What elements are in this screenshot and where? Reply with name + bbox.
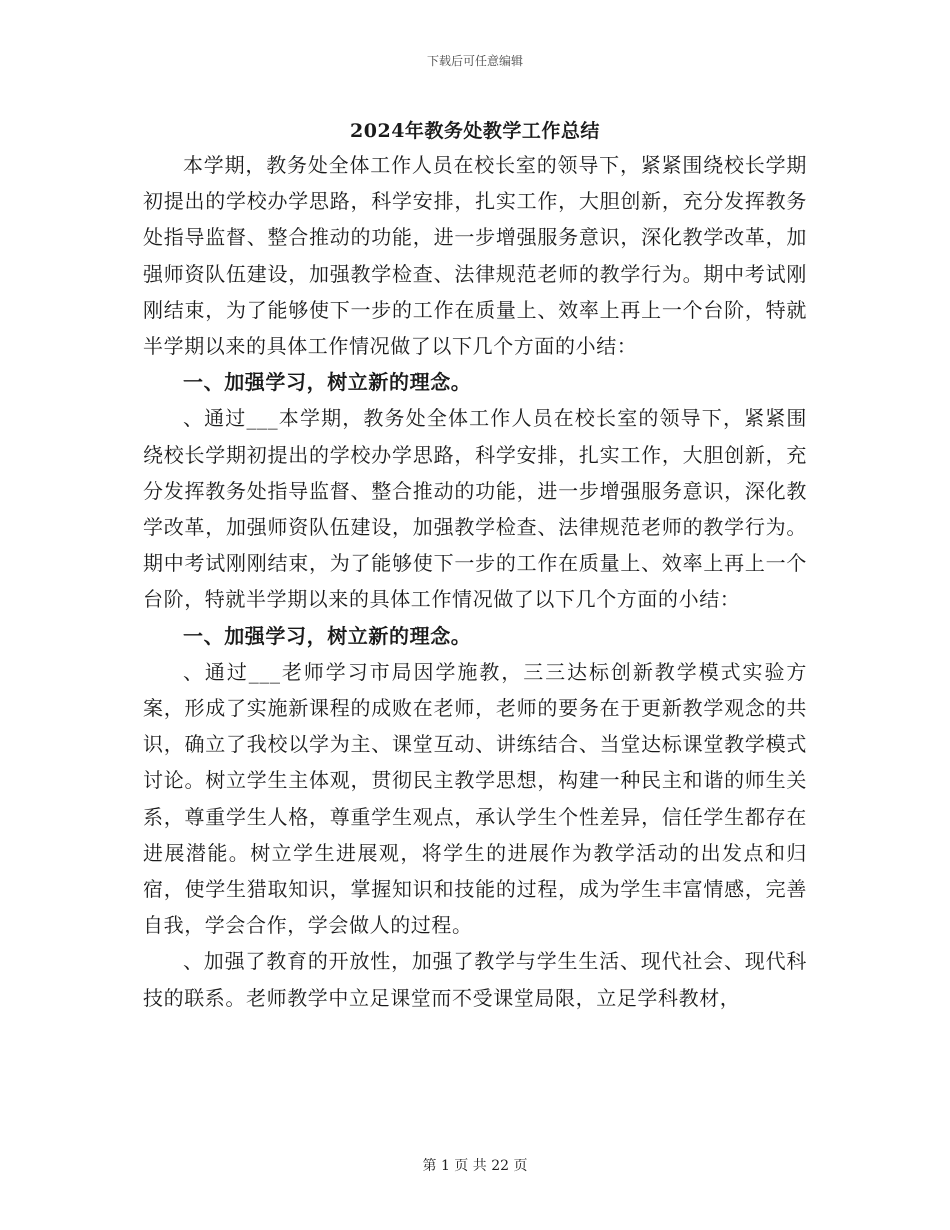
paragraph: 、加强了教育的开放性，加强了教学与学生生活、现代社会、现代科技的联系。老师教学中立足课堂而不受课堂局限，立足学科教材，	[143, 949, 807, 1010]
section-heading: 一、加强学习，树立新的理念。	[183, 370, 472, 395]
paragraph: 、通过___老师学习市局因学施教，三三达标创新教学模式实验方案，形成了实施新课程的成败在老师，老师的要务在于更新教学观念的共识，确立了我校以学为主、课堂互动、讲练结合、当堂达标课堂教学模式讨论。树立学生主体观，贯彻民主教学思想，构建一种民主和谐的师生关系，尊重学生人格，尊重学生观点，承认学生个性差异，信任学生都存在进展潜能。树立学生进展观，将学生的进展作为教学活动的出发点和归宿，使学生猎取知识，掌握知识和技能的过程，成为学生丰富情感，完善自我，学会合作，学会做人的过程。	[143, 659, 807, 938]
document-title: 2024年教务处教学工作总结	[350, 120, 600, 142]
section-heading: 一、加强学习，树立新的理念。	[183, 623, 472, 648]
paragraph-intro: 本学期，教务处全体工作人员在校长室的领导下，紧紧围绕校长学期初提出的学校办学思路，科学安排，扎实工作，大胆创新，充分发挥教务处指导监督、整合推动的功能，进一步增强服务意识，深化教学改革，加强师资队伍建设，加强教学检查、法律规范老师的教学行为。期中考试刚刚结束，为了能够使下一步的工作在质量上、效率上再上一个台阶，特就半学期以来的具体工作情况做了以下几个方面的小结：	[143, 153, 807, 359]
page-header-note: 下载后可任意编辑	[426, 54, 523, 68]
page-number-footer: 第 1 页 共 22 页	[422, 1158, 528, 1174]
paragraph: 、通过___本学期，教务处全体工作人员在校长室的领导下，紧紧围绕校长学期初提出的学校办学思路，科学安排，扎实工作，大胆创新，充分发挥教务处指导监督、整合推动的功能，进一步增强服务意识，深化教学改革，加强师资队伍建设，加强教学检查、法律规范老师的教学行为。期中考试刚刚结束，为了能够使下一步的工作在质量上、效率上再上一个台阶，特就半学期以来的具体工作情况做了以下几个方面的小结：	[143, 406, 807, 612]
document-body	[143, 147, 807, 1016]
